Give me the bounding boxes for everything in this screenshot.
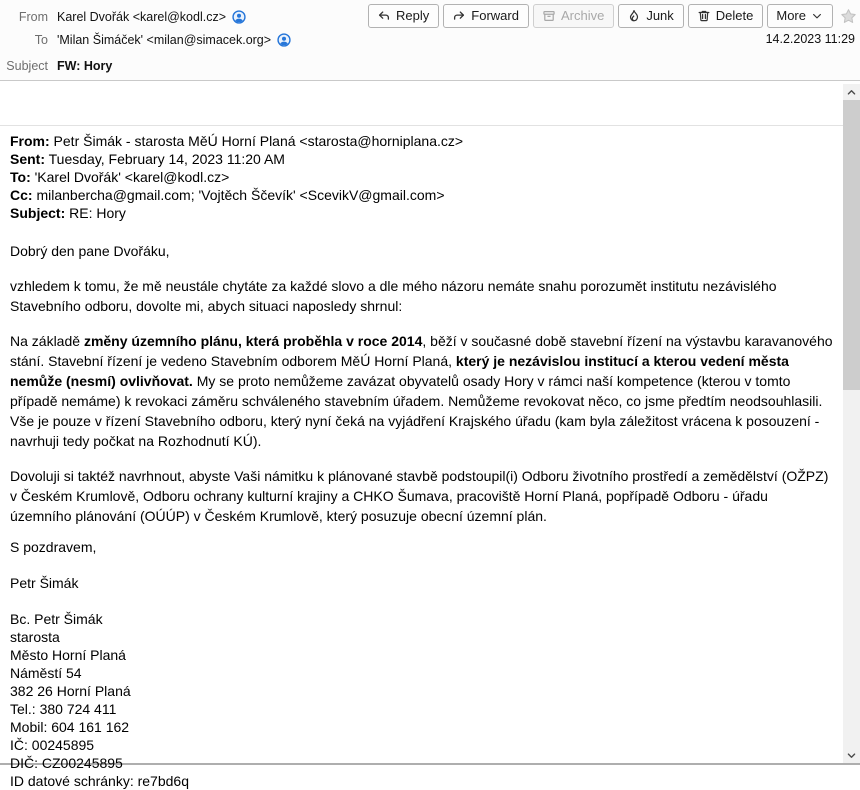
message-content [0, 81, 843, 789]
quoted-cc-line: Cc: milanbercha@gmail.com; 'Vojtěch Ščevík' <ScevikV@gmail.com> [10, 187, 445, 203]
paragraph-3: Dovoluji si taktéž navrhnout, abyste Vaši námitku k plánované stavbě podstoupil(i) Odboru životního prostředí a zemědělství (OŽPZ) v Českém Krumlově, Odboru ochrany kulturní krajiny a CHKO Šumava, pracoviště Horní Planá, popřípadě Odboru - úřadu územního plánování (OÚÚP) v Českém Krumlově, který posuzuje obecní územní plán. [10, 468, 829, 524]
signature-line: Tel.: 380 724 411 [10, 701, 117, 717]
signature-line: DIČ: CZ00245895 [10, 755, 123, 771]
paragraph-1: vzhledem k tomu, že mě neustále chytáte za každé slovo a dle mého názoru nemáte snahu porozumět institutu nezávislého Stavebního odboru, dovolte mi, abych situaci naposledy shrnul: [10, 278, 777, 314]
vertical-scrollbar[interactable] [843, 84, 860, 763]
quoted-header-block [10, 132, 833, 222]
quoted-sent-line: Sent: Tuesday, February 14, 2023 11:20 AM [10, 151, 285, 167]
archive-button[interactable] [533, 4, 614, 28]
reply-button-label: Reply [396, 8, 430, 23]
flame-icon [627, 9, 641, 23]
signature-line: IČ: 00245895 [10, 737, 95, 753]
delete-button[interactable] [688, 4, 764, 28]
subject-value: FW: Hory [57, 59, 113, 73]
from-label: From [18, 10, 48, 24]
quoted-from-line: From: Petr Šimák - starosta MěÚ Horní Planá <starosta@horniplana.cz> [10, 133, 464, 149]
quoted-message-divider [0, 125, 843, 126]
signature-line: Náměstí 54 [10, 665, 82, 681]
message-header-pane [0, 0, 860, 81]
signature-line: 382 26 Horní Planá [10, 683, 131, 699]
paragraph-2: Na základě změny územního plánu, která proběhla v roce 2014, běží v současné době stavební řízení na výstavbu karavanového stání. Stavební řízení je vedeno Stavebním odborem MěÚ Horní Planá, který je nezávislou institucí a kterou vedení města nemůže (nesmí) ovlivňovat. My se proto nemůžeme zavázat obyvatelů osady Hory v rámci naší kompetence (kterou v tomto případě nemáme) k revokaci záměru schváleného stavebním úřadem. Nemůžeme revokovat něco, co jsme předtím neodsouhlasili. Vše je pouze v řízení Stavebního odboru, který nyní čeká na vyjádření Krajského úřadu (kam byla záležitost vrácena k posouzení - navrhuji tedy počkat na Rozhodnutí KÚ). [10, 333, 833, 449]
star-flag-icon[interactable] [840, 8, 857, 25]
to-row [0, 27, 860, 53]
signature-block [10, 610, 833, 790]
archive-button-label: Archive [560, 8, 605, 23]
message-toolbar [364, 4, 857, 28]
contact-person-icon[interactable] [277, 33, 291, 47]
signature-line: Bc. Petr Šimák [10, 611, 103, 627]
greeting: Dobrý den pane Dvořáku, [10, 243, 170, 259]
junk-button[interactable] [618, 4, 683, 28]
scroll-up-arrow-icon[interactable] [843, 84, 860, 100]
contact-person-icon[interactable] [232, 10, 246, 24]
signature-line: Mobil: 604 161 162 [10, 719, 130, 735]
subject-label: Subject [6, 59, 48, 73]
archive-box-icon [542, 9, 556, 23]
scrollbar-thumb[interactable] [843, 100, 860, 390]
message-date: 14.2.2023 11:29 [765, 32, 855, 46]
quoted-subject-line: Subject: RE: Hory [10, 205, 126, 221]
signature-line: ID datové schránky: re7bd6q [10, 773, 189, 789]
subject-row [0, 53, 860, 75]
forward-button-label: Forward [471, 8, 519, 23]
from-address[interactable]: Karel Dvořák <karel@kodl.cz> [57, 10, 227, 24]
delete-button-label: Delete [715, 8, 754, 23]
quoted-to-line: To: 'Karel Dvořák' <karel@kodl.cz> [10, 169, 230, 185]
signature-line: Město Horní Planá [10, 647, 126, 663]
trash-can-icon [697, 9, 711, 23]
closing: S pozdravem, [10, 539, 97, 555]
scroll-down-arrow-icon[interactable] [843, 747, 860, 763]
chevron-down-icon [811, 10, 823, 22]
message-body-pane [0, 81, 860, 789]
more-button-label: More [776, 8, 806, 23]
forward-arrow-icon [452, 9, 466, 23]
forward-button[interactable] [443, 4, 529, 28]
reply-arrow-icon [377, 9, 391, 23]
junk-button-label: Junk [646, 8, 674, 23]
blank-space [0, 81, 843, 125]
to-label: To [34, 33, 48, 47]
signer-name: Petr Šimák [10, 575, 79, 591]
reply-button[interactable] [368, 4, 439, 28]
more-button[interactable] [767, 4, 833, 28]
to-address[interactable]: 'Milan Šimáček' <milan@simacek.org> [57, 33, 272, 47]
signature-line: starosta [10, 629, 60, 645]
